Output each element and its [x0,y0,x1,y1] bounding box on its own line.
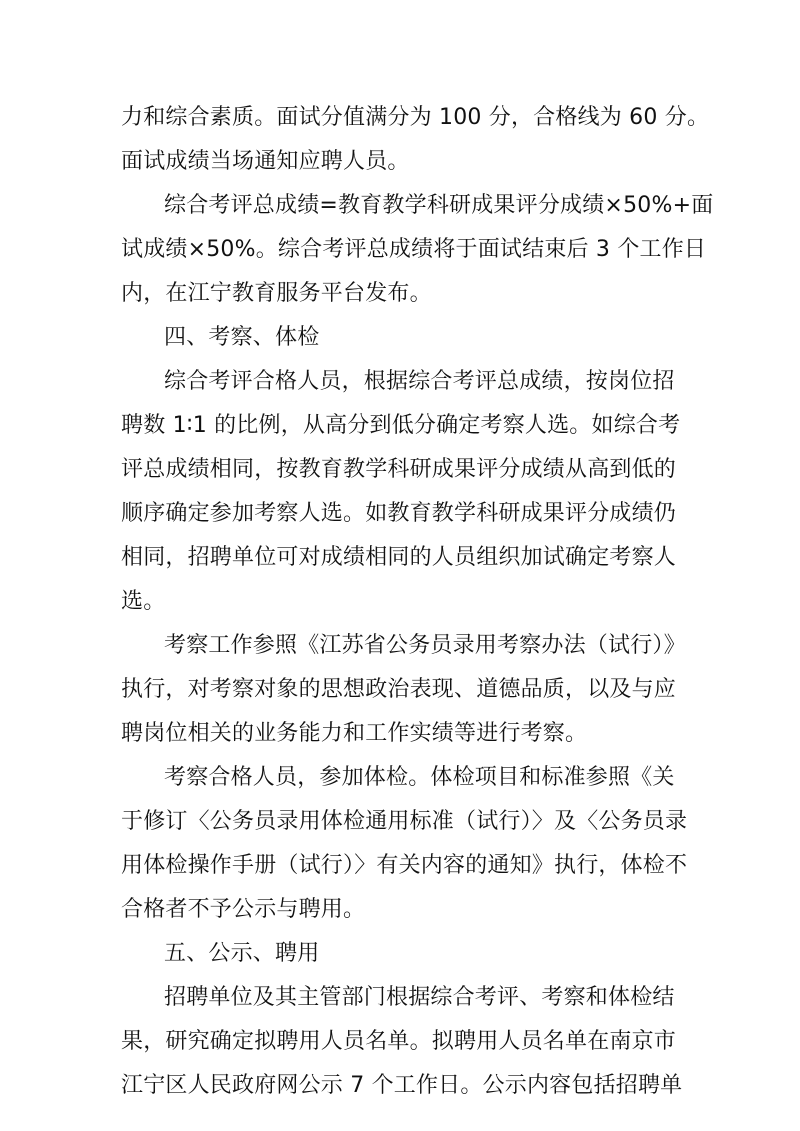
text-line: 面试成绩当场通知应聘人员。 [121,149,410,174]
text-line: 综合考评总成绩=教育教学科研成果评分成绩×50%+面 [164,193,714,218]
text-line: 相同，招聘单位可对成绩相同的人员组织加试确定考察人 [121,545,677,570]
section-heading: 四、考察、体检 [164,325,320,350]
text-line: 聘数 1∶1 的比例，从高分到低分确定考察人选。如综合考 [121,413,681,438]
text-line: 用体检操作手册（试行）〉有关内容的通知》执行，体检不 [121,853,688,878]
text-line: 顺序确定参加考察人选。如教育教学科研成果评分成绩仍 [121,501,677,526]
text-line: 江宁区人民政府网公示 7 个工作日。公示内容包括招聘单 [121,1073,683,1098]
text-line: 考察工作参照《江苏省公务员录用考察办法（试行）》 [164,633,686,658]
text-line: 选。 [121,589,166,614]
text-line: 力和综合素质。面试分值满分为 100 分，合格线为 60 分。 [121,105,710,130]
text-line: 综合考评合格人员，根据综合考评总成绩，按岗位招 [164,369,675,394]
text-line: 招聘单位及其主管部门根据综合考评、考察和体检结 [164,985,675,1010]
text-line: 内，在江宁教育服务平台发布。 [121,281,432,306]
text-line: 执行，对考察对象的思想政治表现、道德品质，以及与应 [121,677,677,702]
text-line: 考察合格人员，参加体检。体检项目和标准参照《关 [164,765,675,790]
text-line: 果，研究确定拟聘用人员名单。拟聘用人员名单在南京市 [121,1029,677,1054]
text-line: 于修订〈公务员录用体检通用标准（试行）〉及〈公务员录 [121,809,688,834]
text-line: 试成绩×50%。综合考评总成绩将于面试结束后 3 个工作日 [121,237,707,262]
text-line: 聘岗位相关的业务能力和工作实绩等进行考察。 [121,721,588,746]
text-line: 评总成绩相同，按教育教学科研成果评分成绩从高到低的 [121,457,677,482]
text-line: 合格者不予公示与聘用。 [121,897,366,922]
section-heading: 五、公示、聘用 [164,941,320,966]
